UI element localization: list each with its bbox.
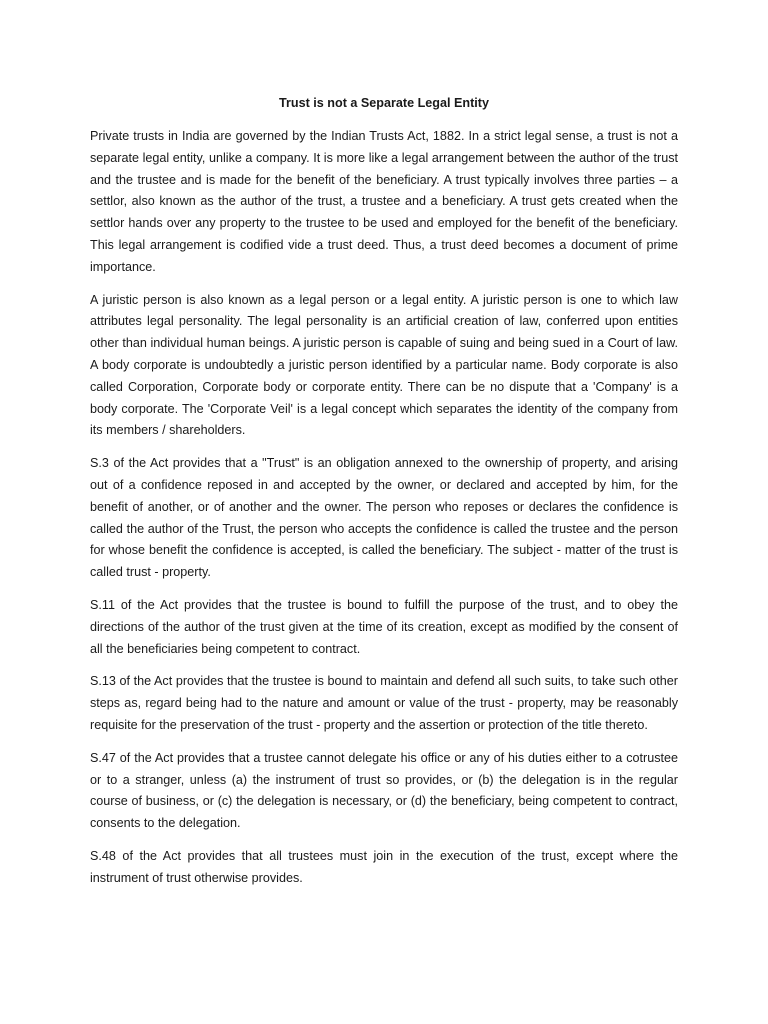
paragraph-private-trusts: Private trusts in India are governed by the Indian Trusts Act, 1882. In a strict legal sense, a trust is not a separate legal entity, unlike a company. It is more like a legal arrangement between the author of the trust and the trustee and is made for the benefit of the beneficiary. A trust typically involves three parties – a settlor, also known as the author of the trust, a trustee and a beneficiary. A trust gets created when the settlor hands over any property to the trustee to be used and employed for the benefit of the beneficiary. This legal arrangement is codified vide a trust deed. Thus, a trust deed becomes a document of prime importance. [90, 129, 678, 274]
document-title: Trust is not a Separate Legal Entity [279, 96, 489, 110]
paragraph-section-3: S.3 of the Act provides that a "Trust" is an obligation annexed to the ownership of property, and arising out of a confidence reposed in and accepted by the owner, or declared and accepted by him, for the benefit of another, or of another and the owner. The person who reposes or declares the confidence is called the author of the Trust, the person who accepts the confidence is called the trustee and the person for whose benefit the confidence is accepted, is called the beneficiary. The subject - matter of the trust is called trust - property. [90, 456, 678, 580]
paragraph-section-11: S.11 of the Act provides that the trustee is bound to fulfill the purpose of the trust, and to obey the directions of the author of the trust given at the time of its creation, except as modified by the consent of all the beneficiaries being competent to contract. [90, 597, 678, 656]
paragraph-section-48: S.48 of the Act provides that all trustees must join in the execution of the trust, except where the instrument of trust otherwise provides. [90, 848, 678, 885]
paragraph-juristic-person: A juristic person is also known as a legal person or a legal entity. A juristic person is one to which law attributes legal personality. The legal personality is an artificial creation of law, conferred upon entities other than individual human beings. A juristic person is capable of suing and being sued in a Court of law. A body corporate is undoubtedly a juristic person identified by a particular name. Body corporate is also called Corporation, Corporate body or corporate entity. There can be no dispute that a 'Company' is a body corporate. The 'Corporate Veil' is a legal concept which separates the identity of the company from its members / shareholders. [90, 292, 678, 438]
document-page [90, 94, 678, 901]
paragraph-section-47: S.47 of the Act provides that a trustee cannot delegate his office or any of his duties either to a cotrustee or to a stranger, unless (a) the instrument of trust so provides, or (b) the delegation is in the regular course of business, or (c) the delegation is necessary, or (d) the beneficiary, being competent to contract, consents to the delegation. [90, 750, 678, 831]
paragraph-section-13: S.13 of the Act provides that the trustee is bound to maintain and defend all such suits, to take such other steps as, regard being had to the nature and amount or value of the trust - property, may be reasonably requisite for the preservation of the trust - property and the assertion or protection of the title thereto. [90, 674, 678, 732]
